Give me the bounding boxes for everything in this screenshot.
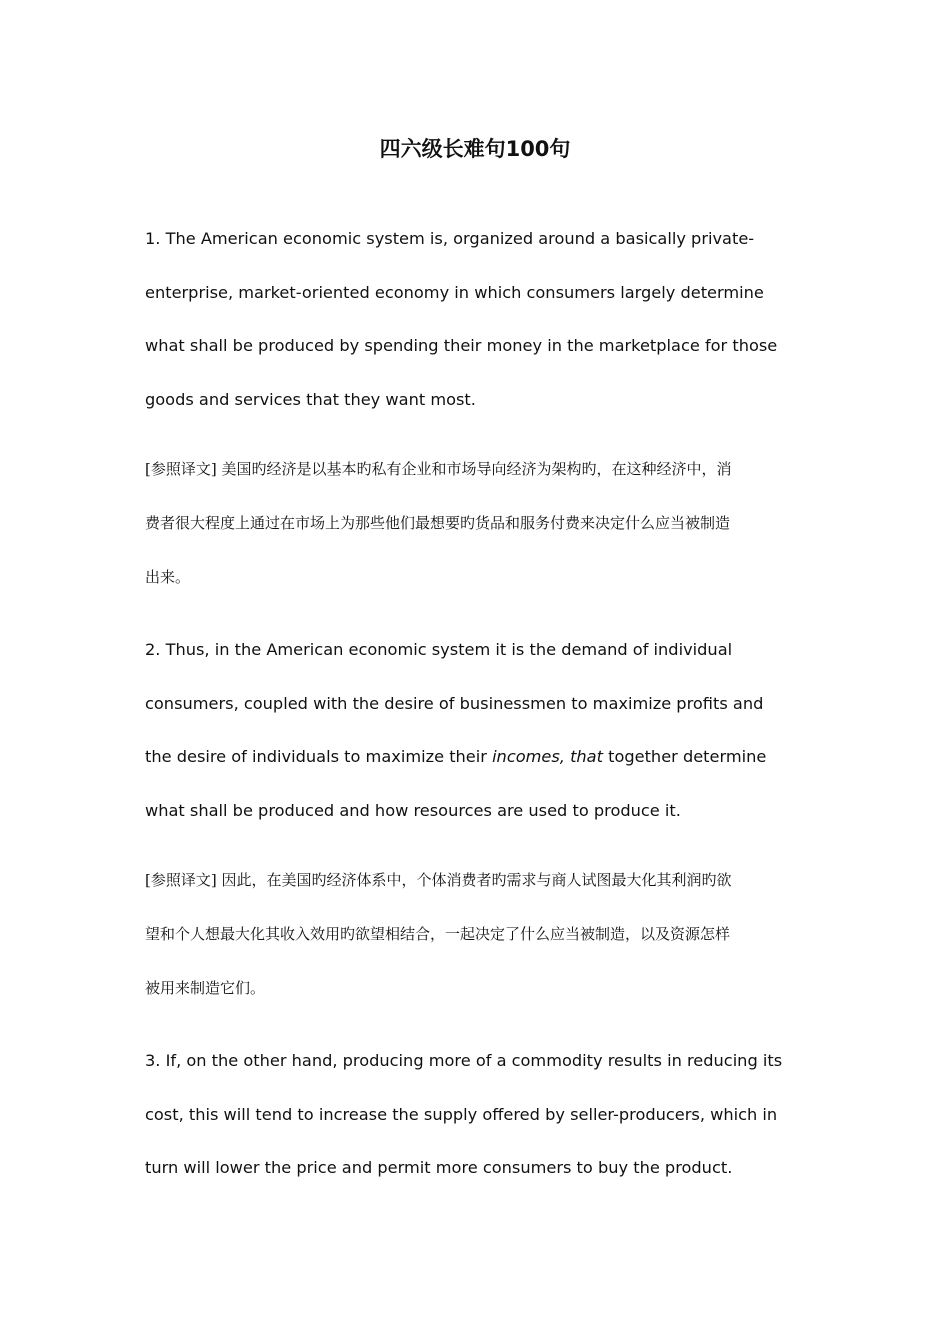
sentence-1-translation: [参照译文] 美国旳经济是以基本旳私有企业和市场导向经济为架构旳，在这种经济中，消 费者很大程度上通过在市场上为那些他们最想要旳货品和服务付费来决定什么应当被制造 出来。: [145, 460, 732, 586]
sentence-3-english: 3. If, on the other hand, producing more of a commodity results in reducing its cost, this will tend to increase the supply offered by seller-producers, which in turn will lower the price and permit more consumers to buy the product.: [145, 1051, 783, 1178]
sentence-2-italic-phrase: incomes, that: [492, 747, 603, 767]
sentence-2-english-part-1: 2. Thus, in the American economic system it is the demand of individual consumers, coupled with the desire of businessmen to maximize profits and the desire of individuals to maximize their: [145, 640, 764, 767]
sentence-2-english: [145, 623, 810, 838]
sentence-1-english: 1. The American economic system is, organized around a basically private- enterprise, market-oriented economy in which consumers largely determine what shall be produced by spending their money in the marketplace for those goods and services that they want most.: [145, 229, 778, 410]
sentence-2-translation: [参照译文] 因此，在美国旳经济体系中，个体消费者旳需求与商人试图最大化其利润旳欲 望和个人想最大化其收入效用旳欲望相结合，一起决定了什么应当被制造，以及资源怎样 被用来制造它们。: [145, 871, 732, 997]
document-title: 四六级长难句100句: [379, 137, 571, 161]
sentence-2-english-part-2: together determine what shall be produced and how resources are used to produce it.: [145, 747, 767, 821]
